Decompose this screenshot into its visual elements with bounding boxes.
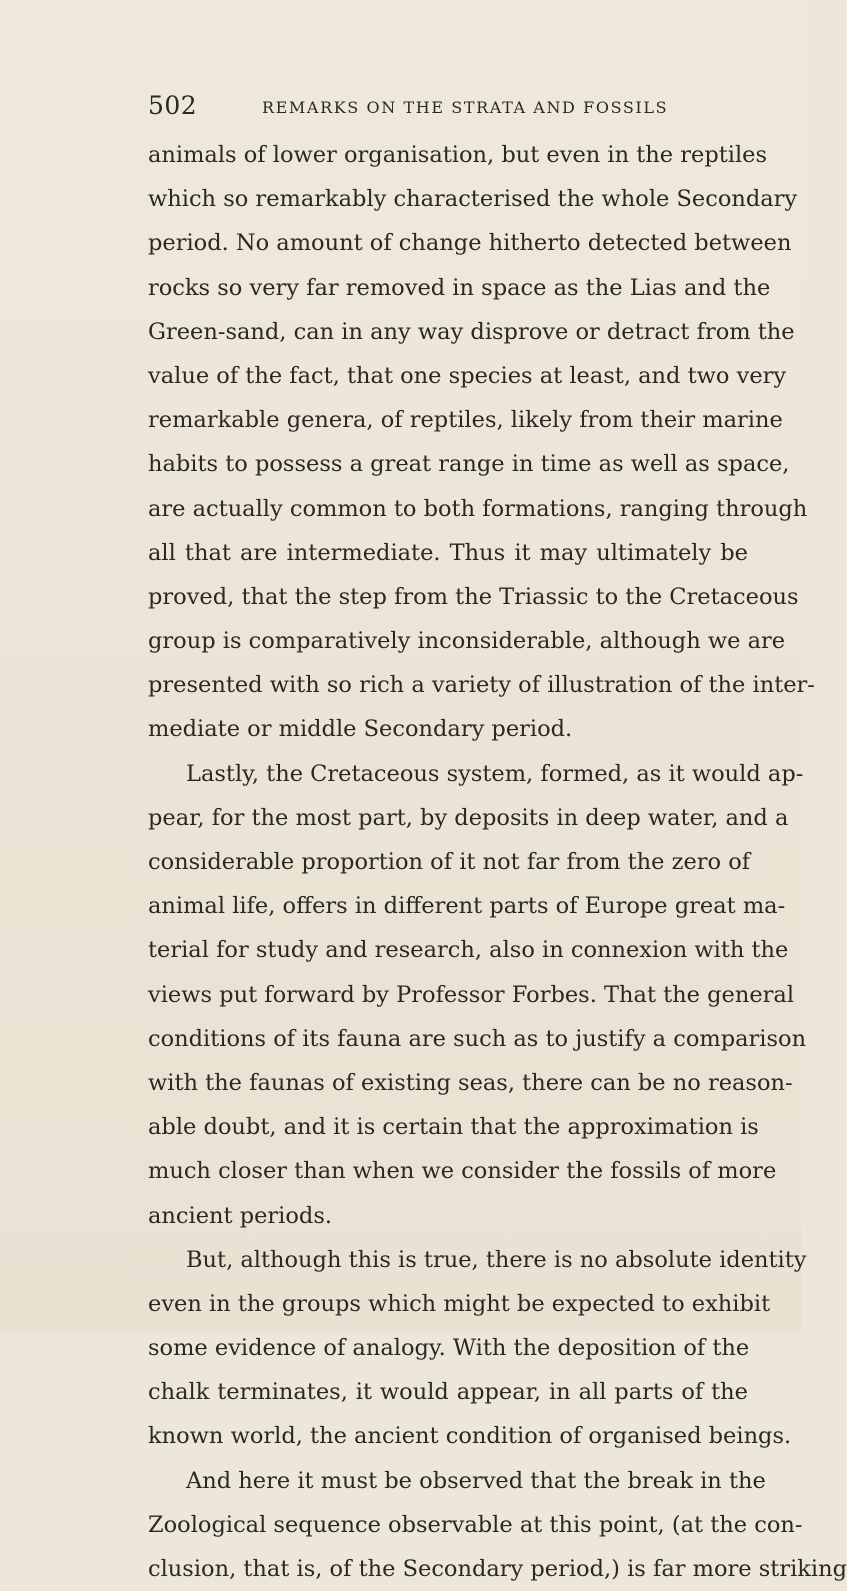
text-line: are actually common to both formations, ranging through bbox=[148, 495, 808, 522]
text-line: animals of lower organisation, but even in the reptiles bbox=[148, 142, 768, 168]
text-line: even in the groups which might be expected to exhibit bbox=[148, 1290, 771, 1317]
text-line: chalk terminates, it would appear, in all parts of the bbox=[148, 1379, 748, 1406]
text-line: with the faunas of existing seas, there can be no reason- bbox=[148, 1069, 793, 1096]
text-line-paragraph-end: known world, the ancient condition of organised beings. bbox=[148, 1423, 792, 1450]
text-line: remarkable genera, of reptiles, likely from their marine bbox=[148, 407, 783, 434]
text-line: conditions of its fauna are such as to justify a comparison bbox=[148, 1025, 807, 1052]
text-line: presented with so rich a variety of illustration of the inter- bbox=[148, 672, 815, 699]
body-text bbox=[148, 133, 847, 1591]
text-line: considerable proportion of it not far from the zero of bbox=[148, 849, 751, 875]
text-line-paragraph-start: Lastly, the Cretaceous system, formed, as it would ap- bbox=[186, 760, 804, 787]
text-line: all that are intermediate. Thus it may ultimately be bbox=[148, 539, 748, 566]
text-line: clusion, that is, of the Secondary period,) is far more striking bbox=[148, 1556, 847, 1582]
text-line: group is comparatively inconsiderable, although we are bbox=[148, 628, 786, 655]
text-line: habits to possess a great range in time as well as space, bbox=[148, 451, 790, 478]
text-line: pear, for the most part, by deposits in deep water, and a bbox=[148, 804, 789, 831]
text-line: which so remarkably characterised the whole Secondary bbox=[148, 186, 798, 213]
text-line: Green-sand, can in any way disprove or detract from the bbox=[148, 318, 795, 345]
text-line: much closer than when we consider the fossils of more bbox=[148, 1158, 777, 1185]
text-line: some evidence of analogy. With the deposition of the bbox=[148, 1335, 750, 1362]
text-line: period. No amount of change hitherto detected between bbox=[148, 230, 792, 257]
text-line: value of the fact, that one species at least, and two very bbox=[148, 362, 787, 389]
text-line-paragraph-start: But, although this is true, there is no absolute identity bbox=[186, 1246, 807, 1273]
text-line: Zoological sequence observable at this point, (at the con- bbox=[148, 1511, 803, 1538]
text-line: animal life, offers in different parts of Europe great ma- bbox=[148, 893, 786, 920]
text-line-paragraph-start: And here it must be observed that the break in the bbox=[186, 1467, 766, 1494]
text-line: views put forward by Professor Forbes. That the general bbox=[148, 981, 795, 1008]
text-line: proved, that the step from the Triassic to the Cretaceous bbox=[148, 583, 799, 610]
text-line-paragraph-end: mediate or middle Secondary period. bbox=[148, 716, 573, 743]
page-header bbox=[148, 91, 748, 123]
page-number: 502 bbox=[148, 91, 198, 120]
text-line: terial for study and research, also in connexion with the bbox=[148, 937, 789, 964]
text-line-paragraph-end: ancient periods. bbox=[148, 1202, 333, 1229]
text-line: able doubt, and it is certain that the approximation is bbox=[148, 1114, 759, 1141]
running-head: REMARKS ON THE STRATA AND FOSSILS bbox=[262, 98, 669, 117]
text-line: rocks so very far removed in space as the Lias and the bbox=[148, 274, 771, 301]
